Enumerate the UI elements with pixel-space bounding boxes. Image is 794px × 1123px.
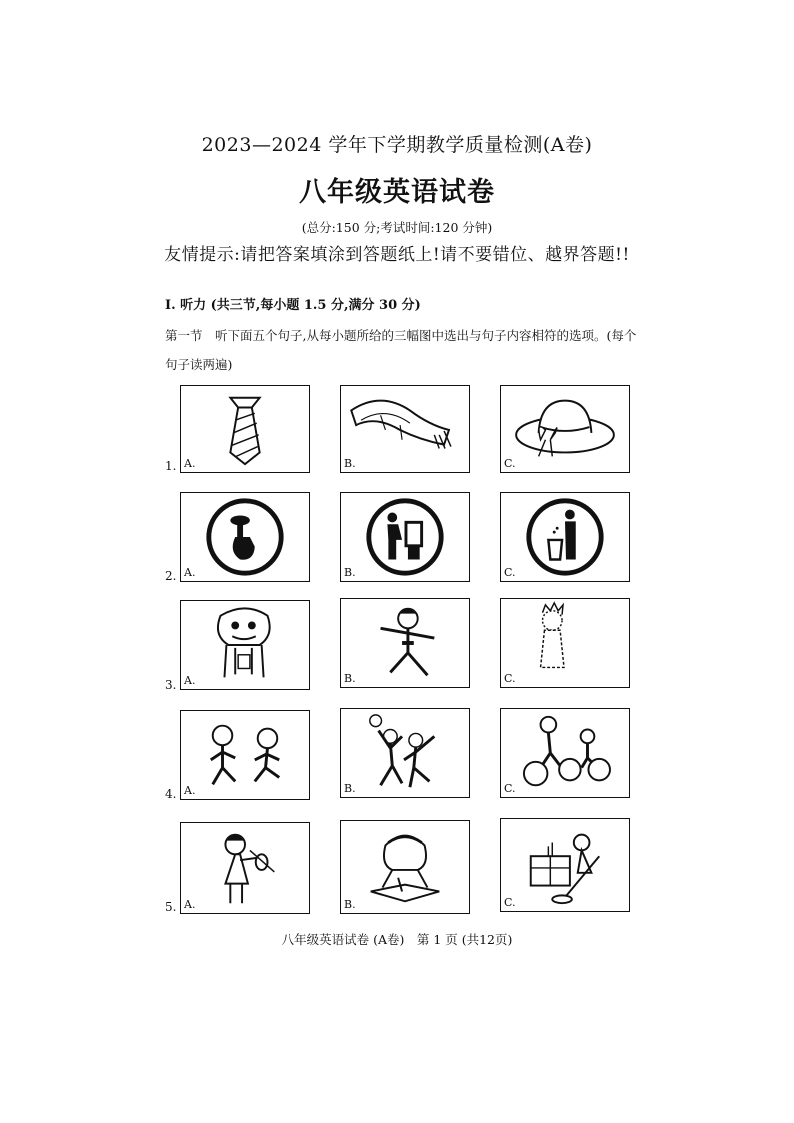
option-box[interactable]: [180, 492, 310, 582]
option-box[interactable]: [180, 822, 310, 914]
kungfu-boy-icon: [341, 599, 469, 687]
option-label: B.: [344, 457, 356, 470]
option-label: B.: [344, 672, 356, 685]
score-info: (总分:150 分;考试时间:120 分钟): [301, 220, 493, 235]
option-label: A.: [184, 566, 196, 579]
question-number: 1.: [165, 459, 177, 473]
option-label: C.: [504, 457, 516, 470]
question-number: 5.: [165, 900, 177, 914]
option-box[interactable]: [180, 385, 310, 473]
hand-washing-sign-icon: [341, 493, 469, 581]
option-label: B.: [344, 782, 356, 795]
necktie-icon: [181, 386, 309, 472]
question-number: 3.: [165, 678, 177, 692]
option-label: A.: [184, 674, 196, 687]
exam-title: 2023—2024 学年下学期教学质量检测(A卷): [201, 134, 593, 156]
hat-icon: [501, 386, 629, 472]
writing-girl-icon: [341, 821, 469, 913]
trash-bin-sign-icon: [501, 493, 629, 581]
option-box[interactable]: [340, 598, 470, 688]
option-box[interactable]: [500, 492, 630, 582]
page-footer: 八年级英语试卷 (A卷) 第 1 页 (共12页): [281, 932, 513, 947]
option-box[interactable]: [340, 385, 470, 473]
option-box[interactable]: [180, 710, 310, 800]
option-label: A.: [184, 784, 196, 797]
friendly-tip: 友情提示:请把答案填涂到答题纸上!请不要错位、越界答题!!: [164, 245, 630, 265]
question-number: 2.: [165, 569, 177, 583]
volleyball-players-icon: [341, 709, 469, 797]
option-box[interactable]: [500, 818, 630, 912]
section-title: Ⅰ. 听力 (共三节,每小题 1.5 分,满分 30 分): [165, 298, 421, 313]
option-box[interactable]: [340, 820, 470, 914]
option-label: C.: [504, 566, 516, 579]
option-box[interactable]: [180, 600, 310, 690]
option-box[interactable]: [500, 598, 630, 688]
part-instruction: 第一节 听下面五个句子,从每小题所给的三幅图中选出与句子内容相符的选项。(每个句子读两遍): [165, 328, 637, 372]
option-box[interactable]: [500, 708, 630, 798]
option-label: C.: [504, 782, 516, 795]
violin-girl-icon: [181, 823, 309, 913]
quiet-sign-icon: [181, 493, 309, 581]
option-label: A.: [184, 457, 196, 470]
option-label: B.: [344, 566, 356, 579]
sweeping-girl-icon: [501, 819, 629, 911]
option-box[interactable]: [340, 708, 470, 798]
option-label: B.: [344, 898, 356, 911]
option-label: A.: [184, 898, 196, 911]
scarf-icon: [341, 386, 469, 472]
option-box[interactable]: [500, 385, 630, 473]
option-label: C.: [504, 672, 516, 685]
paper-title: 八年级英语试卷: [299, 177, 495, 208]
opera-girl-icon: [501, 599, 629, 687]
option-box[interactable]: [340, 492, 470, 582]
running-kids-icon: [181, 711, 309, 799]
question-number: 4.: [165, 787, 177, 801]
lion-dance-icon: [181, 601, 309, 689]
cycling-kids-icon: [501, 709, 629, 797]
option-label: C.: [504, 896, 516, 909]
